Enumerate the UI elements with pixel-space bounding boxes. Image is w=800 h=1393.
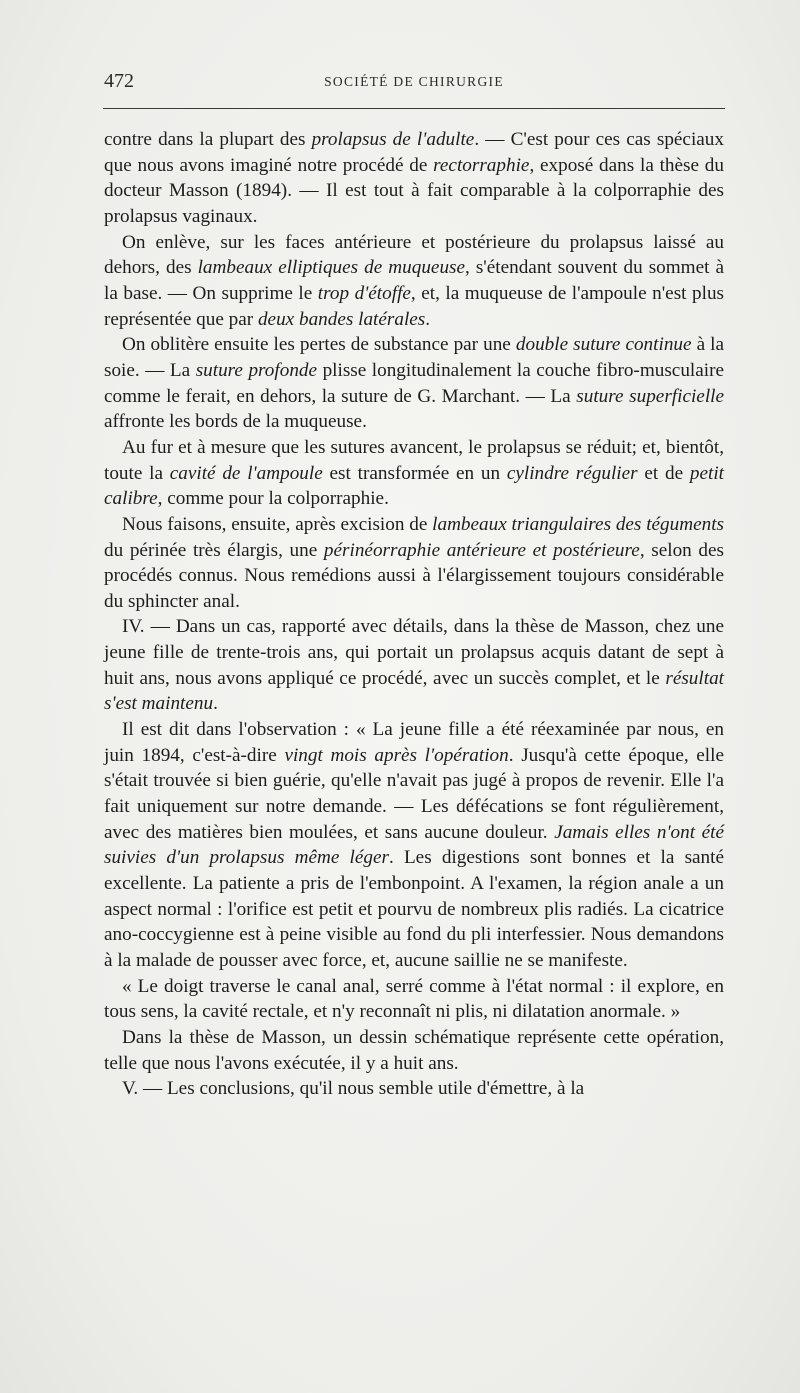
paragraph	[104, 512, 724, 615]
text-run: Il est dit dans l'observation : « La jeune fille a été réexaminée par nous, en juin 1894, c'est-à-dire	[104, 719, 724, 766]
text-run: contre dans la plupart des	[104, 129, 312, 150]
running-title: SOCIÉTÉ DE CHIRURGIE	[324, 74, 504, 89]
text-run: à la soie. — La	[104, 334, 724, 381]
paragraph	[104, 332, 724, 435]
paragraph	[104, 230, 724, 333]
italic-run: périnéorraphie antérieure et postérieure	[323, 539, 640, 561]
text-run: .	[425, 308, 431, 330]
text-run: . Jusqu'à cette époque, elle s'était trouvée si bien guérie, qu'elle n'avait pas jugé à propos de revenir. Elle l'a fait uniquement sur notre demande. — Les défécations se font régulièrement, avec des matières bien moulées, et sans aucune douleur.	[104, 744, 724, 843]
paragraph	[104, 717, 724, 974]
page-number: 472	[104, 70, 134, 92]
text-run: . — C'est pour ces cas spéciaux que nous avons imaginé notre procédé de	[104, 129, 724, 176]
italic-run: cavité de l'ampoule	[169, 462, 323, 484]
paragraph	[104, 1025, 724, 1076]
text-run: , s'étendant souvent du sommet à la base. — On supprime le	[104, 257, 724, 304]
text-run: Dans la thèse de Masson, un dessin schématique représente cette opération, telle que nous l'avons exécutée, il y a huit ans.	[104, 1026, 724, 1074]
italic-run: double suture continue	[515, 334, 692, 356]
italic-run: deux bandes latérales	[257, 308, 426, 330]
text-run: V. — Les conclusions, qu'il nous semble utile d'émettre, à la	[122, 1078, 585, 1100]
text-run: plisse longitudinalement la couche fibro-musculaire comme le ferait, en dehors, la suture de G. Marchant. — La	[104, 359, 724, 407]
paragraph	[104, 127, 724, 230]
text-run: affronte les bords de la muqueuse.	[104, 411, 367, 433]
text-run: , selon des procédés connus. Nous remédions aussi à l'élargissement toujours considérable du sphincter anal.	[104, 539, 724, 612]
text-run: Nous faisons, ensuite, après excision de	[122, 513, 433, 535]
paragraph	[104, 1076, 724, 1102]
text-run: , exposé dans la thèse du docteur Masson (1894). — Il est tout à fait comparable à la colporraphie des prolapsus vaginaux.	[104, 154, 724, 227]
text-run: .	[213, 693, 218, 715]
text-run: Au fur et à mesure que les sutures avancent, le prolapsus se réduit; et, bientôt, toute la	[104, 436, 724, 484]
paragraph	[104, 435, 724, 512]
italic-run: trop d'étoffe	[317, 282, 411, 304]
italic-run: résultat s'est maintenu	[104, 667, 724, 715]
italic-run: petit calibre	[104, 462, 724, 510]
text-run: du périnée très élargis, une	[104, 539, 324, 561]
italic-run: suture profonde	[195, 359, 318, 381]
text-run: et de	[637, 462, 690, 484]
text-run: est transformée en un	[322, 462, 507, 484]
text-run: « Le doigt traverse le canal anal, serré comme à l'état normal : il explore, en tous sens, la cavité rectale, et n'y reconnaît ni plis, ni dilatation anormale. »	[104, 975, 724, 1023]
page-header	[104, 70, 724, 100]
italic-run: vingt mois après l'opération	[284, 744, 509, 766]
italic-run: lambeaux triangulaires des téguments	[432, 513, 725, 535]
italic-run: prolapsus de l'adulte	[311, 129, 475, 150]
text-run: . Les digestions sont bonnes et la santé excellente. La patiente a pris de l'embonpoint. A l'examen, la région anale a un aspect normal : l'orifice est petit et pourvu de nombreux plis radiés. La cicatrice ano-coccygienne est à peine visible au fond du pli interfessier. Nous demandons à la malade de pousser avec force, et, aucune saillie ne se manifeste.	[104, 847, 724, 971]
italic-run: suture superficielle	[576, 385, 724, 407]
text-run: , et, la muqueuse de l'ampoule n'est plus représentée que par	[104, 282, 725, 330]
body-text	[104, 127, 724, 1102]
italic-run: lambeaux elliptiques de muqueuse	[197, 257, 466, 279]
text-run: On enlève, sur les faces antérieure et postérieure du prolapsus laissé au dehors, des	[104, 231, 724, 279]
text-run: On oblitère ensuite les pertes de substance par une	[122, 334, 516, 356]
italic-run: rectorraphie	[433, 154, 530, 176]
italic-run: Jamais elles n'ont été suivies d'un prolapsus même léger	[104, 821, 724, 869]
header-rule	[103, 108, 725, 109]
italic-run: cylindre régulier	[506, 462, 638, 484]
paragraph	[104, 614, 724, 717]
paragraph	[104, 974, 724, 1025]
text-run: , comme pour la colporraphie.	[157, 488, 389, 510]
text-run: IV. — Dans un cas, rapporté avec détails, dans la thèse de Masson, chez une jeune fille de trente-trois ans, qui portait un prolapsus acquis datant de sept à huit ans, nous avons appliqué ce procédé, avec un succès complet, et le	[104, 616, 724, 689]
